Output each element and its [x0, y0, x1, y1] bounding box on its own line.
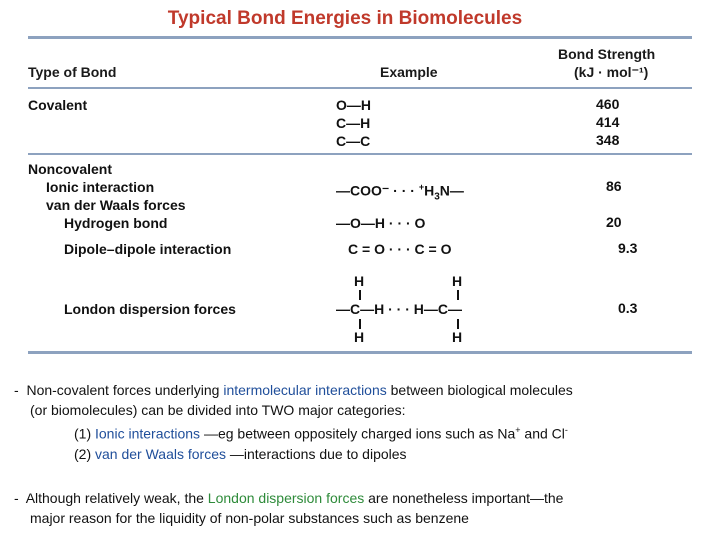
london-h-top-left: H: [354, 273, 365, 289]
dipole-example: C = O · · · C = O: [348, 241, 452, 257]
highlight-intermolecular: intermolecular interactions: [223, 382, 387, 398]
covalent-example-cc: C—C: [336, 133, 371, 149]
bond-energy-table: [28, 34, 692, 354]
value-london: 0.3: [618, 300, 638, 316]
highlight-vdw: van der Waals forces: [95, 445, 226, 462]
covalent-label: Covalent: [28, 97, 88, 113]
value-oh: 460: [596, 96, 620, 112]
notes: [14, 380, 704, 528]
value-ch: 414: [596, 114, 620, 130]
covalent-example-ch: C—H: [336, 115, 371, 131]
note-1-continued: (or biomolecules) can be divided into TWO major categories:: [30, 402, 406, 418]
table-bottom-rule: [28, 351, 692, 354]
dipole-label: Dipole–dipole interaction: [64, 241, 232, 257]
header-example: Example: [380, 64, 438, 80]
note-1-item-1: (1) Ionic interactions —eg between oppositely charged ions such as Na+ and Cl-: [74, 425, 568, 442]
note-1: - Non-covalent forces underlying intermolecular interactions between biological molecules: [14, 382, 573, 398]
note-2: - Although relatively weak, the London dispersion forces are nonetheless important—the: [14, 489, 564, 506]
covalent-example-oh: O—H: [336, 97, 371, 113]
value-dipole: 9.3: [618, 240, 638, 256]
london-h-bottom-left: H: [354, 329, 365, 345]
value-hbond: 20: [606, 214, 622, 230]
london-h-top-right: H: [452, 273, 463, 289]
london-h-bottom-right: H: [452, 329, 463, 345]
value-ionic: 86: [606, 178, 622, 194]
note-2-continued: major reason for the liquidity of non-polar substances such as benzene: [30, 509, 469, 526]
page-title: Typical Bond Energies in Biomolecules: [167, 8, 523, 29]
london-bond-top-right: [457, 290, 459, 300]
header-bond-strength: Bond Strength: [558, 46, 656, 62]
value-cc: 348: [596, 132, 620, 148]
highlight-ionic: Ionic interactions: [95, 425, 201, 442]
london-label: London dispersion forces: [64, 301, 236, 317]
noncovalent-label: Noncovalent: [28, 161, 113, 177]
note-1-item-2: (2) van der Waals forces —interactions due to dipoles: [74, 445, 407, 462]
hbond-label: Hydrogen bond: [64, 215, 168, 231]
header-type-of-bond: Type of Bond: [28, 64, 117, 80]
london-example: —C—H · · · H—C—: [336, 301, 462, 317]
header-units: (kJ · mol⁻¹): [574, 64, 649, 80]
section-rule: [28, 153, 692, 155]
highlight-london: London dispersion forces: [207, 489, 365, 506]
vdw-label: van der Waals forces: [46, 197, 186, 213]
header-rule: [28, 87, 692, 89]
table-top-rule: [28, 36, 692, 39]
ionic-label: Ionic interaction: [46, 179, 155, 195]
ionic-example: —COO⁻ · · · $^+H_3N—$: [336, 182, 464, 203]
hbond-example: —O—H · · · O: [336, 215, 426, 231]
london-bond-top-left: [359, 290, 361, 300]
